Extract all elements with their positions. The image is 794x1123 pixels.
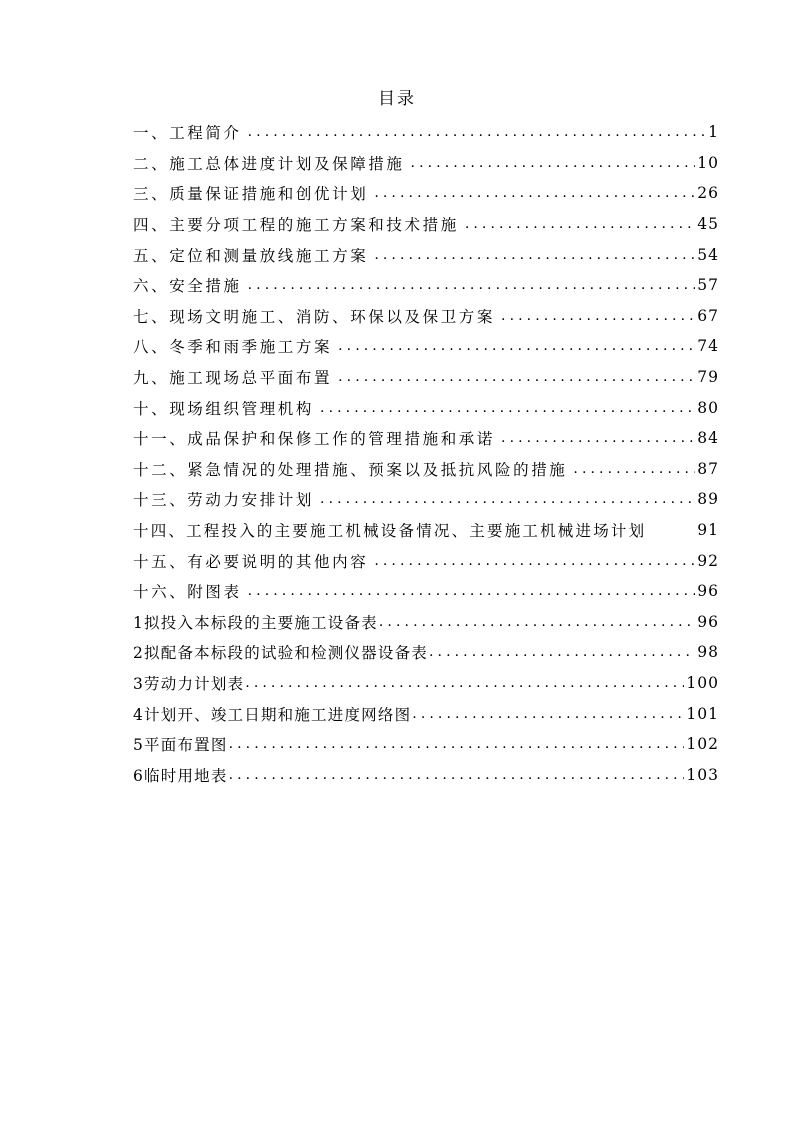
toc-entry-label: 1拟投入本标段的主要施工设备表 [133,613,378,632]
toc-entry-label: 七、现场文明施工、消防、环保以及保卫方案 [133,307,496,326]
toc-entry-page: 84 [697,429,719,448]
toc-entry-label: 十四、工程投入的主要施工机械设备情况、主要施工机械进场计划 [133,522,647,541]
toc-entry-page: 10 [697,153,719,172]
toc-entry-label: 二、施工总体进度计划及保障措施 [133,154,405,173]
toc-entry-label: 十一、成品保护和保修工作的管理措施和承诺 [133,430,496,449]
dot-leader [320,400,695,416]
toc-entry-page: 103 [686,765,719,784]
toc-entry-label: 十六、附图表 [133,583,242,602]
toc-entry[interactable] [133,668,719,699]
toc-entry[interactable] [133,759,719,790]
toc-entry-page: 67 [697,306,719,325]
dot-leader [501,308,695,324]
dot-leader [338,369,695,385]
dot-leader [229,736,685,752]
dot-leader [229,767,685,783]
dot-leader [465,216,695,232]
toc-entry-page: 96 [697,612,719,631]
toc-entry-label: 十二、紧急情况的处理措施、预案以及抵抗风险的措施 [133,460,568,479]
toc-entry-label: 十三、劳动力安排计划 [133,491,315,510]
toc-entry[interactable] [133,423,719,454]
toc-entry-page: 45 [697,215,719,234]
toc-entry[interactable] [133,209,719,240]
toc-entry-page: 80 [697,398,719,417]
toc-entry-page: 101 [686,704,719,723]
dot-leader [412,706,684,722]
dot-leader [411,155,696,171]
dot-leader [374,185,695,201]
toc-entry[interactable] [133,545,719,576]
toc-entry-label: 四、主要分项工程的施工方案和技术措施 [133,216,459,235]
toc-title: 目录 [378,89,416,109]
toc-entry[interactable] [133,515,719,546]
toc-entry[interactable] [133,576,719,607]
toc-entry[interactable] [133,637,719,668]
toc-entry-label: 十五、有必要说明的其他内容 [133,552,369,571]
toc-entry-page: 92 [697,551,719,570]
toc-entry[interactable] [133,331,719,362]
toc-entry-label: 5平面布置图 [133,736,228,755]
dot-leader [248,124,707,140]
toc-entry-label: 三、质量保证措施和创优计划 [133,185,369,204]
toc-entry[interactable] [133,301,719,332]
toc-entry-page: 91 [697,521,719,540]
toc-entry-page: 1 [708,123,719,142]
toc-entry-label: 6临时用地表 [133,766,228,785]
toc-entry-label: 九、施工现场总平面布置 [133,369,333,388]
toc-entry[interactable] [133,392,719,423]
toc-entry-page: 100 [686,673,719,692]
toc-entry-page: 87 [697,459,719,478]
dot-leader [374,247,695,263]
dot-leader [573,461,695,477]
toc-entry-label: 3劳动力计划表 [133,674,245,693]
toc-entry[interactable] [133,239,719,270]
toc-entry-page: 96 [697,582,719,601]
toc-entry-label: 五、定位和测量放线施工方案 [133,246,369,265]
toc-entry-label: 十、现场组织管理机构 [133,399,315,418]
dot-leader [429,644,695,660]
toc-entry-page: 57 [697,276,719,295]
toc-entry-page: 26 [697,184,719,203]
toc-entry-page: 54 [697,245,719,264]
dot-leader [374,553,695,569]
toc-entry-page: 79 [697,368,719,387]
dot-leader [379,614,695,630]
toc-entry[interactable] [133,607,719,638]
toc-entry-page: 102 [686,735,719,754]
toc-entry-label: 4计划开、竣工日期和施工进度网络图 [133,705,412,724]
dot-leader [245,675,684,691]
toc-entry-page: 98 [697,643,719,662]
dot-leader [501,430,695,446]
toc-entry-page: 89 [697,490,719,509]
toc-entry[interactable] [133,148,719,179]
toc-entry[interactable] [133,454,719,485]
toc-entry-label: 2拟配备本标段的试验和检测仪器设备表 [133,644,428,663]
dot-leader [338,338,695,354]
toc-entry-label: 八、冬季和雨季施工方案 [133,338,333,357]
toc-entry[interactable] [133,178,719,209]
toc-entry-label: 六、安全措施 [133,277,242,296]
toc-entry[interactable] [133,270,719,301]
dot-leader [320,491,695,507]
table-of-contents [133,117,719,790]
dot-leader [248,583,696,599]
toc-entry[interactable] [133,362,719,393]
dot-leader [248,277,696,293]
toc-entry[interactable] [133,729,719,760]
toc-entry-label: 一、工程简介 [133,124,242,143]
toc-entry[interactable] [133,484,719,515]
toc-entry[interactable] [133,698,719,729]
toc-entry[interactable] [133,117,719,148]
toc-entry-page: 74 [697,337,719,356]
